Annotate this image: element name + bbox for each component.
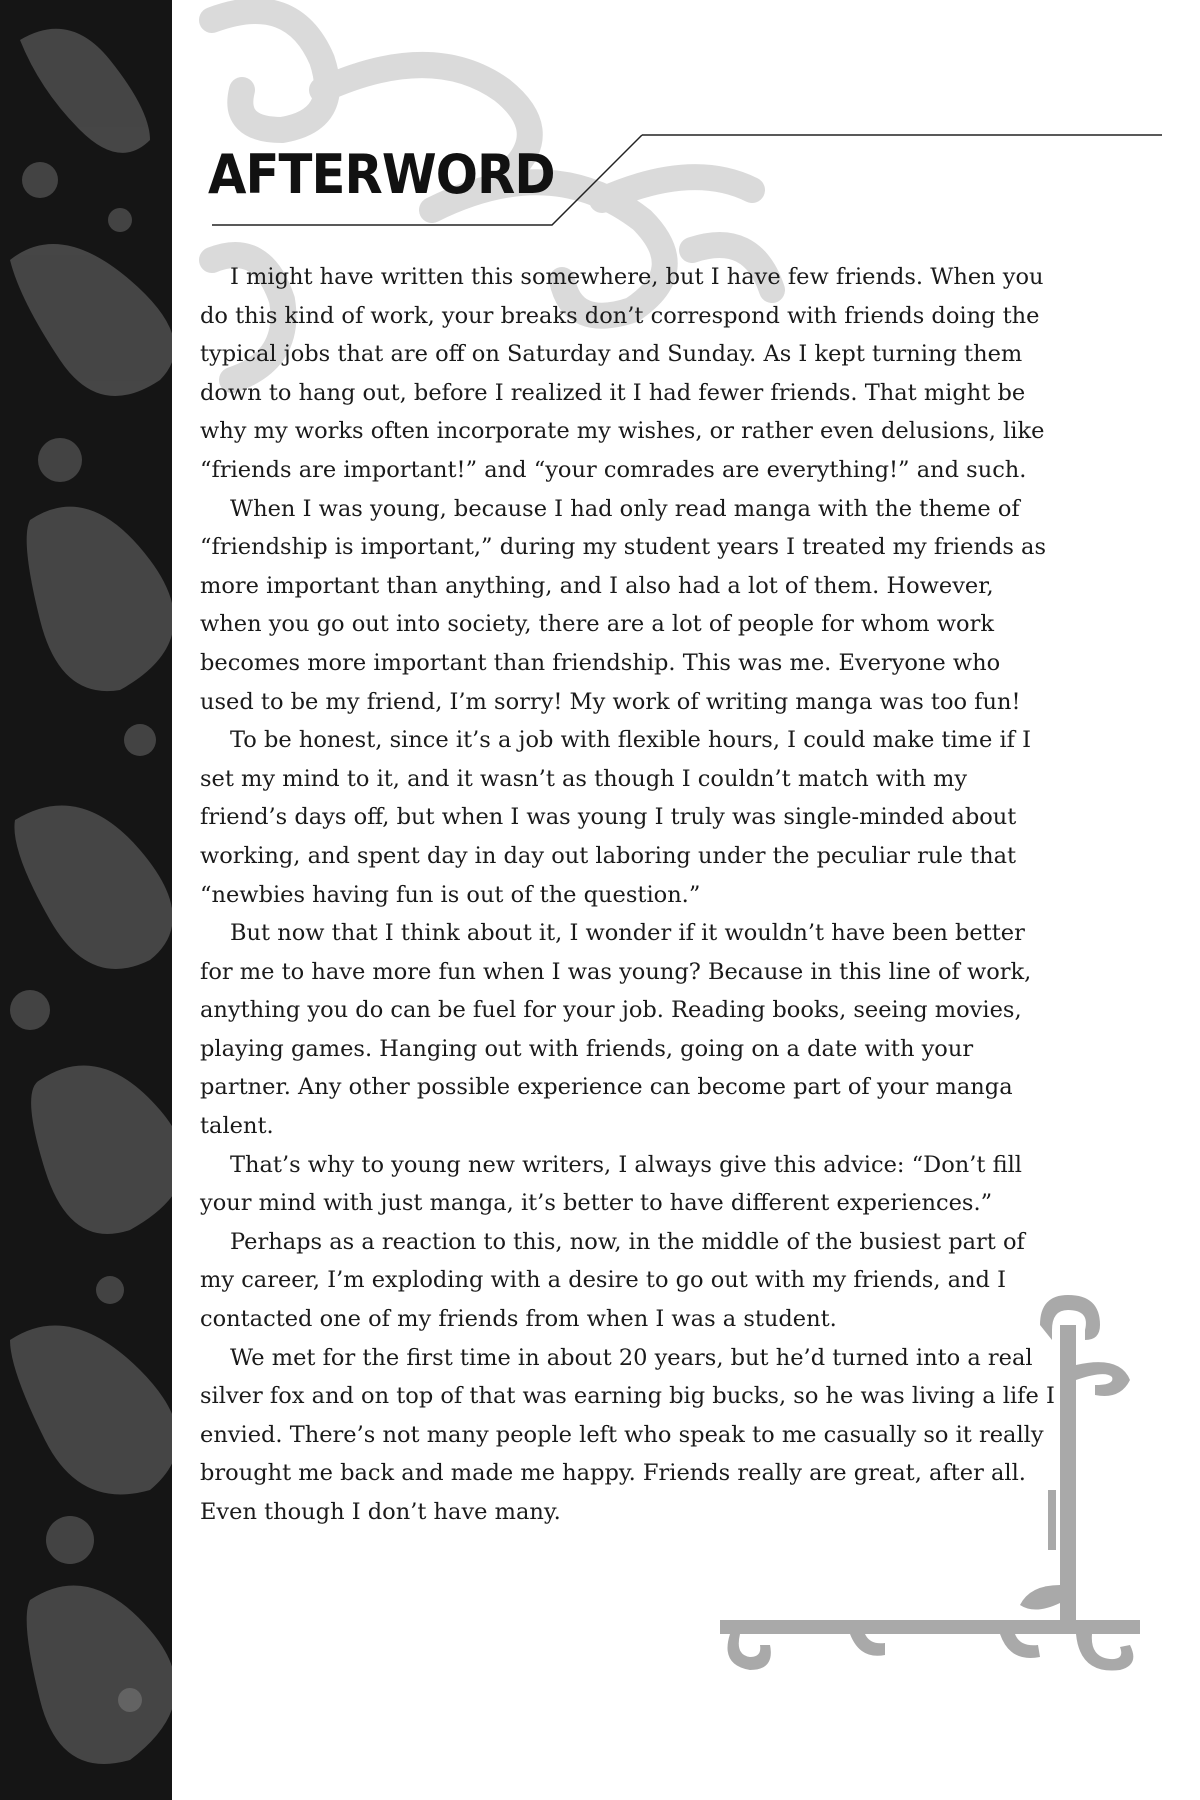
paragraph: We met for the first time in about 20 years, but he’d turned into a real silver fox and on top of that was earning big bucks, so he was living a life I envied. There’s not many people left who speak to me casually so it really brought me back and made me happy. Friends really are great, after all. Even though I don’t have many. <box>200 1344 1055 1525</box>
page-title: AFTERWORD <box>208 143 555 206</box>
paragraph: Perhaps as a reaction to this, now, in the middle of the busiest part of my career, I’m exploding with a desire to go out with my friends, and I contacted one of my friends from when I was a student. <box>200 1228 1025 1333</box>
paragraph: When I was young, because I had only read manga with the theme of “friendship is important,” during my student years I treated my friends as more important than anything, and I also had a lot of them. However, when you go out into society, there are a lot of people for whom work becomes more important than friendship. This was me. Everyone who used to be my friend, I’m sorry! My work of writing manga was too fun! <box>200 495 1047 715</box>
decorative-side-strip <box>0 0 172 1800</box>
corner-flourish <box>700 1285 1150 1685</box>
paragraph: To be honest, since it’s a job with flexible hours, I could make time if I set my mind to it, and it wasn’t as though I couldn’t match with my friend’s days off, but when I was young I truly was single-minded about working, and spent day in day out laboring under the peculiar rule that “newbies having fun is out of the question.” <box>200 727 1032 908</box>
strip-texture <box>0 0 172 1800</box>
paragraph: But now that I think about it, I wonder if it wouldn’t have been better for me to have more fun when I was young? Because in this line of work, anything you do can be fuel for your job. Reading books, seeing movies, playing games. Hanging out with friends, going on a date with your partner. Any other possible experience can become part of your manga talent. <box>200 920 1032 1140</box>
paragraph: I might have written this somewhere, but I have few friends. When you do this kind of work, your breaks don’t correspond with friends doing the typical jobs that are off on Saturday and Sunday. As I kept turning them down to hang out, before I realized it I had fewer friends. That might be why my works often incorporate my wishes, or rather even delusions, like “friends are important!” and “your comrades are everything!” and such. <box>200 264 1045 483</box>
paragraph: That’s why to young new writers, I always give this advice: “Don’t fill your mind with just manga, it’s better to have different experiences.” <box>200 1151 1022 1217</box>
